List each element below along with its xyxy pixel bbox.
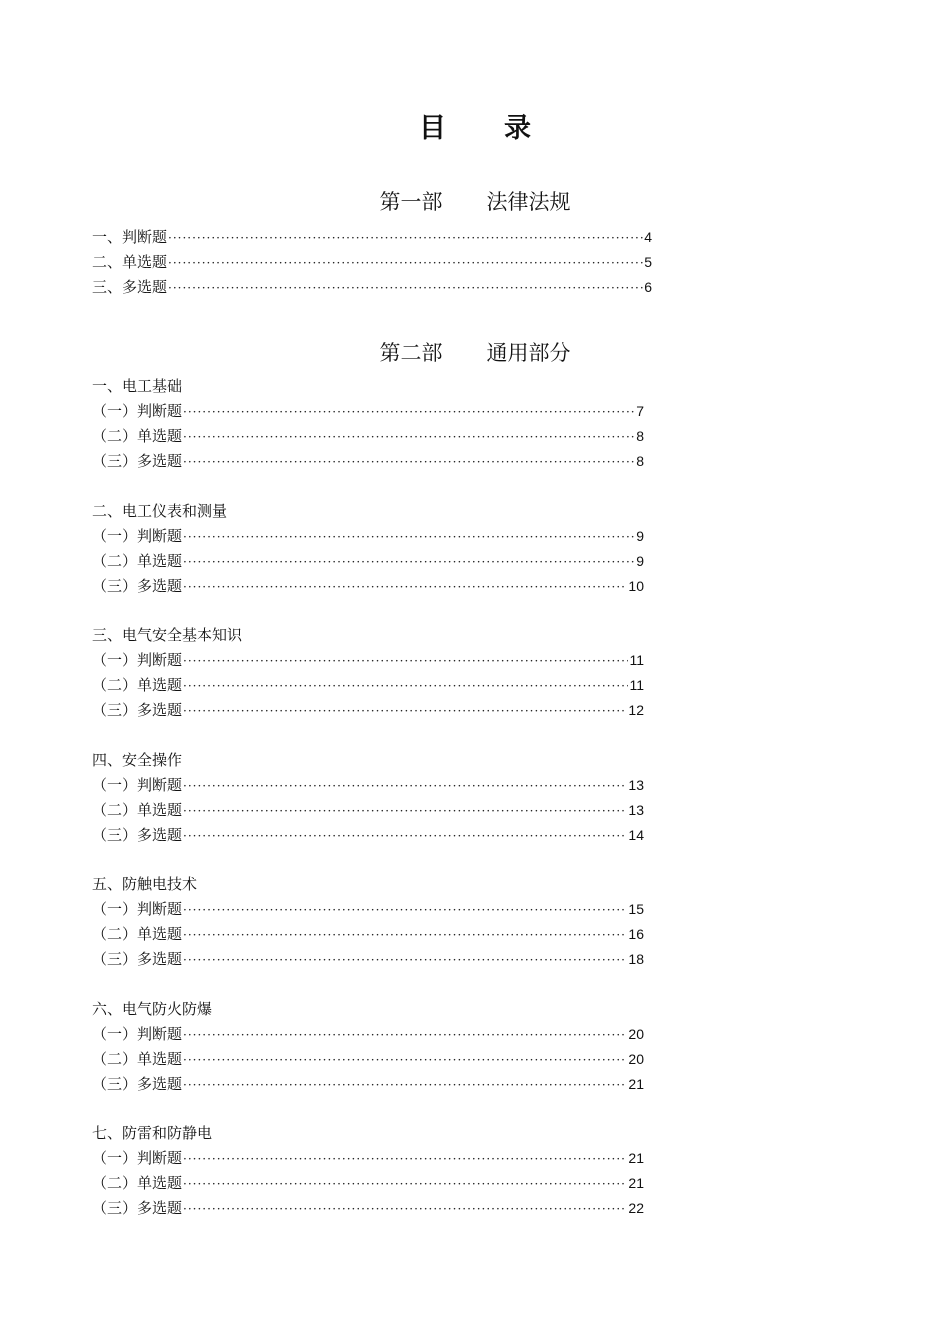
dot-leader	[183, 948, 627, 973]
part1-name: 法律法规	[486, 190, 571, 214]
toc-entry-label: （一）判断题	[92, 900, 183, 918]
section-heading: 六、电气防火防爆	[92, 1000, 213, 1018]
toc-entry-page: 8	[636, 453, 644, 469]
toc-entry[interactable]	[92, 698, 644, 723]
toc-entry-label: 二、单选题	[92, 253, 168, 271]
dot-leader	[183, 575, 627, 600]
toc-entry-page: 22	[628, 1200, 644, 1216]
toc-entry-label: （二）单选题	[92, 552, 183, 570]
toc-entry-page: 16	[628, 926, 644, 942]
toc-entry-label: （一）判断题	[92, 776, 183, 794]
section-heading: 五、防触电技术	[92, 875, 198, 893]
toc-entry-page: 15	[628, 901, 644, 917]
toc-entry-label: （一）判断题	[92, 527, 183, 545]
dot-leader	[183, 898, 627, 923]
dot-leader	[183, 525, 635, 550]
dot-leader	[183, 1147, 627, 1172]
toc-entry[interactable]	[92, 549, 644, 574]
toc-entry-page: 5	[644, 254, 652, 270]
toc-entry-page: 9	[636, 528, 644, 544]
toc-entry-page: 4	[644, 229, 652, 245]
toc-entry[interactable]	[92, 1171, 644, 1196]
section-block	[92, 748, 644, 848]
toc-entry-page: 13	[628, 802, 644, 818]
section-block	[92, 872, 644, 972]
dot-leader	[183, 923, 627, 948]
toc-entry-page: 21	[628, 1150, 644, 1166]
dot-leader	[183, 1023, 627, 1048]
dot-leader	[183, 674, 628, 699]
title-char-1: 目	[419, 113, 446, 144]
section-block	[92, 623, 644, 723]
toc-entry[interactable]	[92, 773, 644, 798]
toc-entry[interactable]	[92, 897, 644, 922]
toc-entry[interactable]	[92, 1072, 644, 1097]
toc-entry-label: （三）多选题	[92, 950, 183, 968]
part1-title	[0, 186, 950, 216]
toc-entry-label: （三）多选题	[92, 1199, 183, 1217]
section-block	[92, 997, 644, 1097]
toc-entry-label: （二）单选题	[92, 427, 183, 445]
toc-entry-label: （一）判断题	[92, 402, 183, 420]
dot-leader	[183, 824, 627, 849]
part2-name: 通用部分	[486, 341, 571, 365]
dot-leader	[168, 226, 643, 251]
toc-entry[interactable]	[92, 225, 652, 250]
dot-leader	[183, 550, 635, 575]
toc-entry-page: 20	[628, 1026, 644, 1042]
toc-entry-page: 10	[628, 578, 644, 594]
dot-leader	[183, 425, 635, 450]
section-block	[92, 499, 644, 599]
toc-entry[interactable]	[92, 823, 644, 848]
toc-entry[interactable]	[92, 922, 644, 947]
toc-entry[interactable]	[92, 449, 644, 474]
section-block	[92, 374, 644, 474]
toc-entry-page: 11	[629, 677, 644, 693]
toc-entry-label: （三）多选题	[92, 577, 183, 595]
toc-entry-label: （二）单选题	[92, 925, 183, 943]
toc-entry-label: （二）单选题	[92, 1174, 183, 1192]
toc-entry[interactable]	[92, 947, 644, 972]
toc-entry[interactable]	[92, 275, 652, 300]
toc-entry-label: （三）多选题	[92, 701, 183, 719]
title-char-2: 录	[504, 113, 531, 144]
toc-entry[interactable]	[92, 574, 644, 599]
section-heading: 三、电气安全基本知识	[92, 626, 243, 644]
toc-entry[interactable]	[92, 250, 652, 275]
toc-entry[interactable]	[92, 399, 644, 424]
toc-entry-page: 12	[628, 702, 644, 718]
toc-entry-page: 14	[628, 827, 644, 843]
toc-entry-page: 8	[636, 428, 644, 444]
toc-entry-page: 20	[628, 1051, 644, 1067]
section-heading: 二、电工仪表和测量	[92, 502, 228, 520]
toc-entry[interactable]	[92, 424, 644, 449]
dot-leader	[183, 799, 627, 824]
dot-leader	[168, 276, 643, 301]
toc-entry-page: 18	[628, 951, 644, 967]
dot-leader	[183, 400, 635, 425]
section-heading: 一、电工基础	[92, 377, 183, 395]
toc-entry-label: 一、判断题	[92, 228, 168, 246]
page-title	[0, 106, 950, 145]
toc-entry-label: 三、多选题	[92, 278, 168, 296]
toc-entry-page: 21	[628, 1175, 644, 1191]
part1-label: 第一部	[379, 190, 443, 214]
dot-leader	[183, 699, 627, 724]
toc-entry[interactable]	[92, 673, 644, 698]
toc-entry-page: 7	[636, 403, 644, 419]
toc-entry-label: （三）多选题	[92, 826, 183, 844]
part1-toc	[92, 225, 652, 300]
dot-leader	[183, 450, 635, 475]
dot-leader	[183, 1197, 627, 1222]
toc-entry-page: 13	[628, 777, 644, 793]
dot-leader	[183, 1048, 627, 1073]
dot-leader	[183, 1172, 627, 1197]
toc-entry-label: （二）单选题	[92, 1050, 183, 1068]
dot-leader	[168, 251, 643, 276]
part2-title	[0, 337, 950, 367]
toc-entry[interactable]	[92, 1196, 644, 1221]
section-block	[92, 1121, 644, 1221]
dot-leader	[183, 649, 628, 674]
dot-leader	[183, 1073, 627, 1098]
toc-entry[interactable]	[92, 798, 644, 823]
toc-entry-label: （三）多选题	[92, 452, 183, 470]
toc-entry-page: 11	[629, 652, 644, 668]
toc-entry-label: （一）判断题	[92, 1025, 183, 1043]
toc-entry-label: （一）判断题	[92, 651, 183, 669]
toc-entry-page: 21	[628, 1076, 644, 1092]
section-heading: 七、防雷和防静电	[92, 1124, 213, 1142]
toc-entry-label: （二）单选题	[92, 676, 183, 694]
toc-entry[interactable]	[92, 1047, 644, 1072]
toc-entry[interactable]	[92, 1146, 644, 1171]
toc-entry-page: 6	[644, 279, 652, 295]
toc-entry-label: （二）单选题	[92, 801, 183, 819]
section-heading: 四、安全操作	[92, 751, 183, 769]
toc-entry[interactable]	[92, 648, 644, 673]
toc-entry-page: 9	[636, 553, 644, 569]
toc-entry-label: （三）多选题	[92, 1075, 183, 1093]
part2-label: 第二部	[379, 341, 443, 365]
toc-entry-label: （一）判断题	[92, 1149, 183, 1167]
toc-entry[interactable]	[92, 524, 644, 549]
toc-entry[interactable]	[92, 1022, 644, 1047]
dot-leader	[183, 774, 627, 799]
